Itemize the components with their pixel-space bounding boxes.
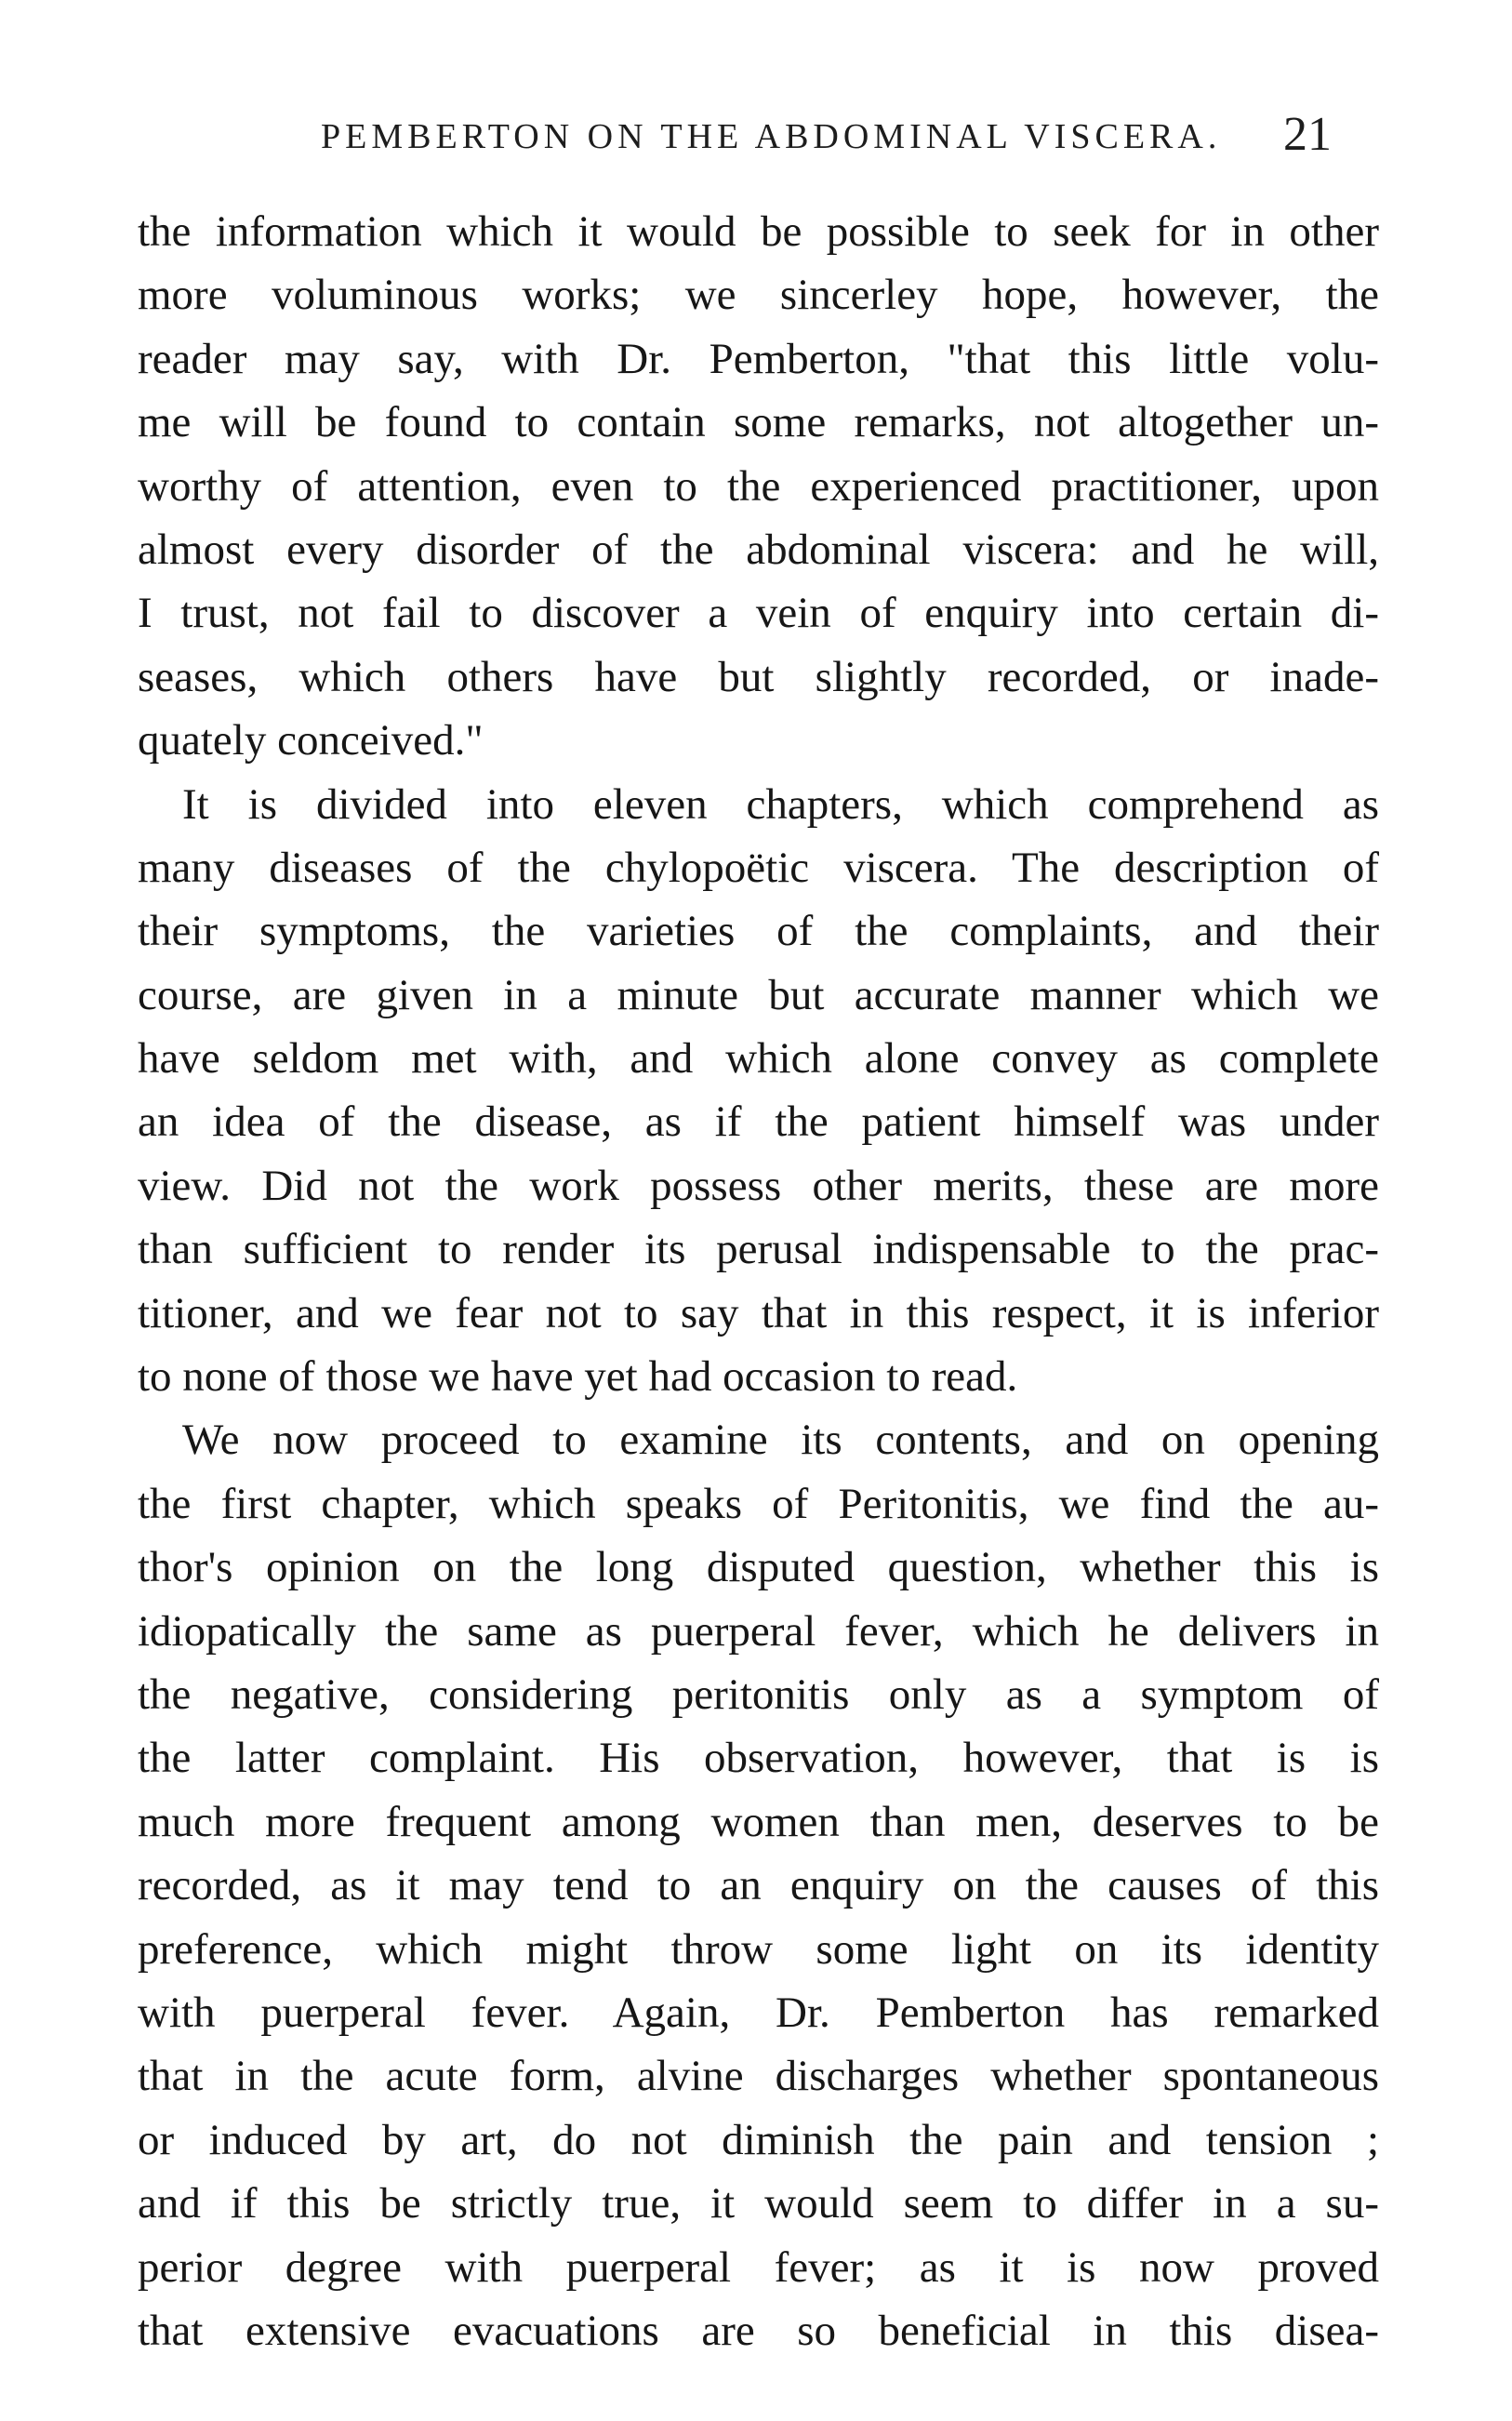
- text-line: thor's opinion on the long disputed question, whether this is: [138, 1543, 1379, 1592]
- text-line: than sufficient to render its perusal indispensable to the prac-: [138, 1225, 1379, 1274]
- text-line: titioner, and we fear not to say that in this respect, it is inferior: [138, 1288, 1379, 1337]
- text-line: their symptoms, the varieties of the complaints, and their: [138, 907, 1379, 956]
- text-line: the information which it would be possible to seek for in other: [138, 207, 1379, 256]
- text-line: the negative, considering peritonitis only as a symptom of: [138, 1669, 1379, 1719]
- text-line: seases, which others have but slightly recorded, or inade-: [138, 652, 1379, 701]
- text-line: with puerperal fever. Again, Dr. Pemberton has remarked: [138, 1988, 1379, 2037]
- text-line: view. Did not the work possess other merits, these are more: [138, 1161, 1379, 1210]
- running-header-title: PEMBERTON ON THE ABDOMINAL VISCERA.: [321, 117, 1222, 156]
- text-line: much more frequent among women than men, deserves to be: [138, 1797, 1379, 1846]
- paragraph-start-line: It is divided into eleven chapters, which comprehend as: [182, 779, 1379, 829]
- text-line: many diseases of the chylopoëtic viscera. The description of: [138, 843, 1379, 892]
- text-line: have seldom met with, and which alone convey as complete: [138, 1034, 1379, 1084]
- text-line: recorded, as it may tend to an enquiry on the causes of this: [138, 1861, 1379, 1910]
- text-line: and if this be strictly true, it would seem to differ in a su-: [138, 2179, 1379, 2228]
- text-line: more voluminous works; we sincerley hope, however, the: [138, 271, 1379, 320]
- text-line: the first chapter, which speaks of Peritonitis, we find the au-: [138, 1479, 1379, 1528]
- text-line: quately conceived.": [138, 716, 484, 765]
- text-line: the latter complaint. His observation, however, that is is: [138, 1734, 1379, 1783]
- text-line: idiopatically the same as puerperal fever, which he delivers in: [138, 1606, 1379, 1656]
- text-line: that extensive evacuations are so beneficial in this disea-: [138, 2306, 1379, 2355]
- text-line: I trust, not fail to discover a vein of enquiry into certain di-: [138, 589, 1379, 638]
- text-line: almost every disorder of the abdominal viscera: and he will,: [138, 525, 1379, 574]
- text-line: to none of those we have yet had occasion to read.: [138, 1352, 1018, 1402]
- text-line: me will be found to contain some remarks, not altogether un-: [138, 398, 1379, 447]
- text-line: an idea of the disease, as if the patient himself was under: [138, 1097, 1379, 1147]
- text-line: or induced by art, do not diminish the pain and tension ;: [138, 2115, 1379, 2164]
- text-line: preference, which might throw some light on its identity: [138, 1924, 1379, 1974]
- page-number: 21: [1283, 108, 1332, 161]
- body-text: [138, 200, 1379, 2362]
- text-line: worthy of attention, even to the experienced practitioner, upon: [138, 461, 1379, 511]
- text-line: that in the acute form, alvine discharges whether spontaneous: [138, 2052, 1379, 2101]
- text-line: reader may say, with Dr. Pemberton, "that this little volu-: [138, 334, 1379, 383]
- paragraph-start-line: We now proceed to examine its contents, and on opening: [182, 1416, 1379, 1465]
- text-line: course, are given in a minute but accurate manner which we: [138, 970, 1379, 1019]
- text-line: perior degree with puerperal fever; as it is now proved: [138, 2242, 1379, 2292]
